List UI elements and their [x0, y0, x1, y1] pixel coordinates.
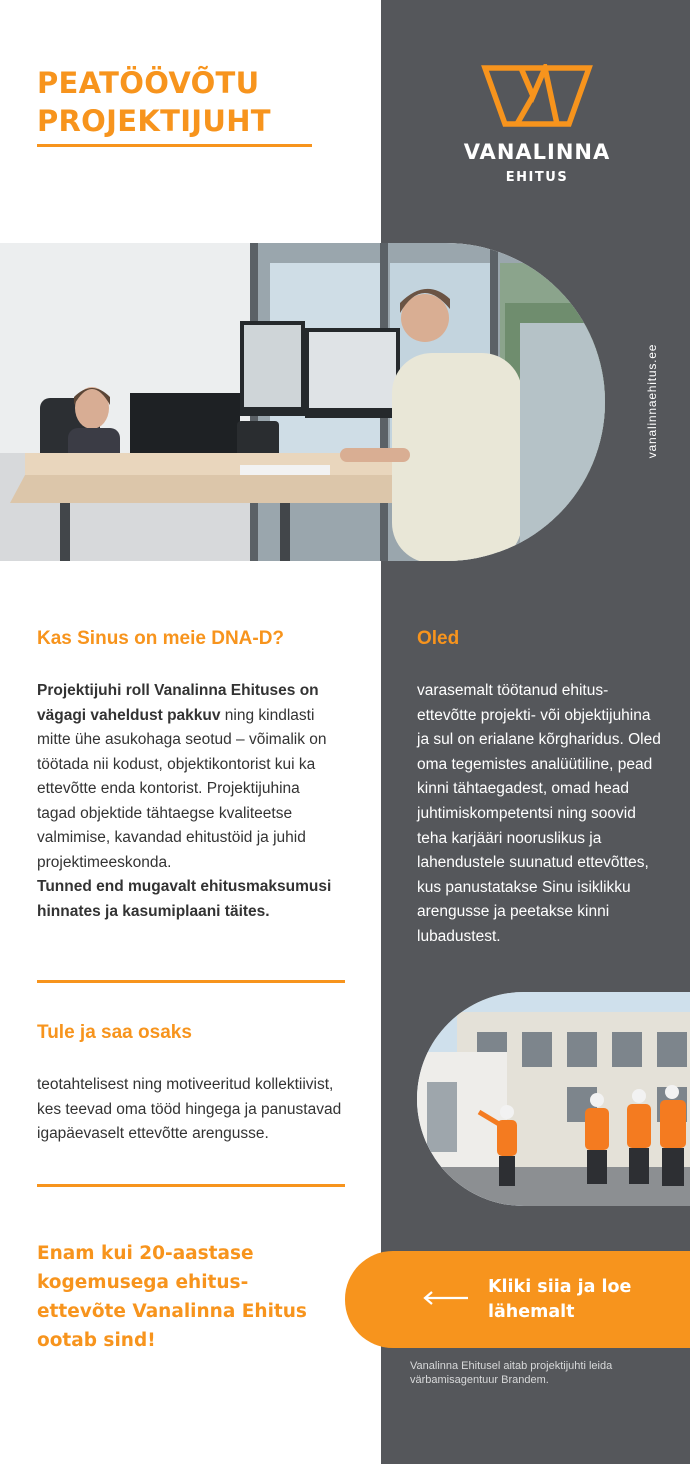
oled-body: varasemalt töötanud ehitus-ettevõtte projekti- või objektijuhina ja sul on erialane kõrgharidus. Oled oma tegemistes analüütiline, pead kinni tähtaegadest, omad head juhtimiskompetentsi ning soovid teha karjääri nooruslikus ja lahendustele suunatud ettevõttes, kus panustatakse Sinu isiklikku arengusse ja peetakse kinni lubadustest.: [417, 682, 661, 945]
read-more-button[interactable]: [345, 1251, 690, 1348]
logo-sub: EHITUS: [505, 170, 569, 185]
office-scene-illustration: [0, 243, 605, 561]
dna-heading: Kas Sinus on meie DNA-D?: [37, 628, 285, 649]
section-divider-1: [37, 980, 345, 983]
logo-name: VANALINNA: [463, 140, 611, 164]
construction-scene-illustration: [417, 992, 690, 1206]
workers-site-photo: [417, 992, 690, 1206]
website-url[interactable]: [642, 340, 662, 462]
oled-heading: Oled: [417, 628, 460, 649]
recruiter-note: Vanalinna Ehitusel aitab projektijuhti leida värbamisagentuur Brandem.: [410, 1360, 613, 1386]
dna-bold-outro: Tunned end mugavalt ehitusmaksumusi hinnates ja kasumiplaani täites.: [37, 878, 332, 920]
company-logo[interactable]: [462, 64, 612, 185]
arrow-left-icon: [423, 1291, 469, 1305]
dna-body-text: ning kindlasti mitte ühe asukohaga seotud – võimalik on töötada nii kodust, objektikontorist kui ka ettevõtte enda kontorist. Projektijuhina tagad objektide tähtaegse kvaliteetse valmimise, kavandad ehitustöid ja juhid projektimeeskonda.: [37, 706, 327, 871]
vw-mark-icon: [481, 64, 593, 128]
website-url-text: vanalinnaehitus.ee: [645, 343, 659, 459]
section-divider-2: [37, 1184, 345, 1187]
title-underline: [37, 144, 312, 147]
title-line-1: PEATÖÖVÕTU: [37, 66, 260, 100]
dna-body: [37, 679, 342, 924]
read-more-label: Kliki siia ja loe lähemalt: [488, 1277, 632, 1322]
cta-text: Enam kui 20-aastase kogemusega ehitus-ettevõte Vanalinna Ehitus ootab sind!: [37, 1243, 307, 1351]
hero-office-photo: [0, 243, 605, 561]
title-line-2: PROJEKTIJUHT: [37, 104, 271, 138]
dna-bold-intro: Projektijuhi roll Vanalinna Ehituses on vägagi vaheldust pakkuv: [37, 682, 319, 724]
join-heading: Tule ja saa osaks: [37, 1022, 192, 1043]
page-title: [37, 64, 357, 140]
join-body: teotahtelisest ning motiveeritud kollektiivist, kes teevad oma tööd hingega ja panustavad igapäevaselt ettevõtte arengusse.: [37, 1076, 342, 1142]
